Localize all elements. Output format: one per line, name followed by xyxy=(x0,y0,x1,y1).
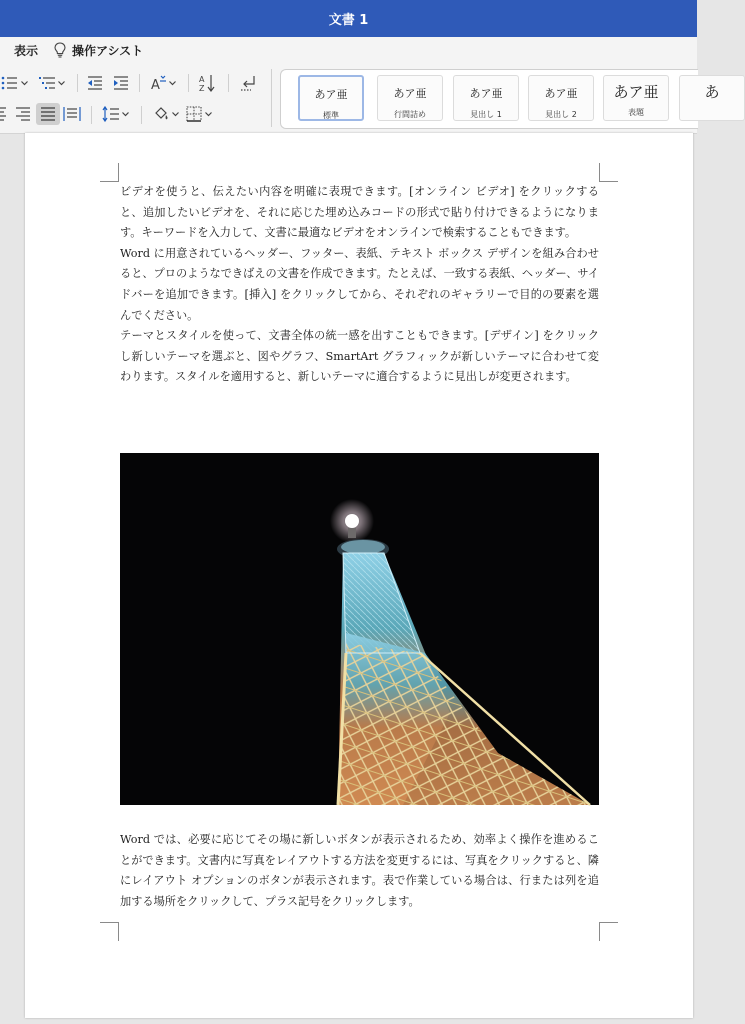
svg-text:Z: Z xyxy=(199,84,205,93)
lightbulb-icon xyxy=(54,42,66,58)
style-name: 行間詰め xyxy=(394,110,426,119)
window-title-bar xyxy=(0,0,697,37)
style-name: 表題 xyxy=(628,108,644,117)
menu-view[interactable]: 表示 xyxy=(14,43,39,58)
chevron-down-icon[interactable] xyxy=(171,104,180,124)
align-right-icon[interactable] xyxy=(13,104,33,124)
tower-night-photo[interactable] xyxy=(120,453,599,805)
multilevel-control[interactable] xyxy=(37,73,66,93)
margin-corner-mark xyxy=(599,163,618,182)
paragraph[interactable]: Word では、必要に応じてその場に新しいボタンが表示されるため、効率よく操作を進めることができます。文書内に写真をレイアウトする方法を変更するには、写真をクリックすると、隣にレイアウト オプションのボタンが表示されます。表で作業している場合は、行または列を追加する場所をクリックして、プラス記号をクリックします。 xyxy=(120,833,599,908)
paragraph[interactable]: テーマとスタイルを使って、文書全体の統一感を出すこともできます。[デザイン] をクリックし新しいテーマを選ぶと、図やグラフ、SmartArt グラフィックが新しいテーマに合わせて変わります。スタイルを適用すると、新しいテーマに適合するように見出しが変更されます。 xyxy=(120,329,599,384)
indent-group xyxy=(85,73,131,93)
document-body-bottom[interactable] xyxy=(120,830,599,912)
style-preview: あア亜 xyxy=(469,87,503,100)
justify-icon[interactable] xyxy=(38,104,58,124)
paragraph[interactable]: Word に用意されているヘッダー、フッター、表紙、テキスト ボックス デザインを組み合わせると、プロのようなできばえの文書を作成できます。たとえば、一致する表紙、ヘッダー、サイドバーを追加できます。[挿入] をクリックしてから、それぞれのギャラリーで目的の要素を選んでください。 xyxy=(120,246,599,322)
asian-layout-control[interactable] xyxy=(148,73,177,93)
styles-gallery xyxy=(280,69,720,129)
style-name: 見出し 1 xyxy=(470,110,502,119)
document-page[interactable] xyxy=(25,133,693,1018)
line-spacing-icon[interactable] xyxy=(101,104,121,124)
toolbar-separator xyxy=(77,74,78,92)
multilevel-list-icon[interactable] xyxy=(37,73,57,93)
shading-icon[interactable] xyxy=(151,104,171,124)
svg-text:A: A xyxy=(151,78,160,93)
toolbar-separator xyxy=(188,74,189,92)
chevron-down-icon[interactable] xyxy=(57,73,66,93)
style-preview: あア亜 xyxy=(314,88,348,101)
margin-corner-mark xyxy=(100,922,119,941)
align-center-icon[interactable] xyxy=(0,104,10,124)
style-name: 標準 xyxy=(323,111,339,120)
menu-bar xyxy=(0,37,697,63)
shading-control[interactable] xyxy=(151,104,180,124)
style-preview: あア亜 xyxy=(613,83,659,101)
borders-icon[interactable] xyxy=(184,104,204,124)
style-preview: あア亜 xyxy=(544,87,578,100)
style-name: 見出し 2 xyxy=(545,110,577,119)
ribbon xyxy=(0,63,720,134)
line-spacing-control[interactable] xyxy=(101,104,130,124)
style-normal[interactable] xyxy=(298,75,364,121)
margin-corner-mark xyxy=(599,922,618,941)
tower-photo-graphic xyxy=(120,453,599,805)
document-body-top[interactable] xyxy=(120,182,599,388)
menu-tell-me[interactable]: 操作アシスト xyxy=(72,43,144,58)
style-preview: あ xyxy=(704,83,720,101)
margin-corner-mark xyxy=(100,163,119,182)
asian-layout-icon[interactable] xyxy=(148,73,168,93)
style-subtitle[interactable] xyxy=(679,75,745,121)
sort-az-icon[interactable] xyxy=(197,73,217,93)
style-no-spacing[interactable] xyxy=(377,75,443,121)
style-preview: あア亜 xyxy=(393,87,427,100)
toolbar-separator xyxy=(91,106,92,124)
toolbar-separator xyxy=(228,74,229,92)
style-heading-2[interactable] xyxy=(528,75,594,121)
style-heading-1[interactable] xyxy=(453,75,519,121)
toolbar-separator xyxy=(139,74,140,92)
increase-indent-icon[interactable] xyxy=(111,73,131,93)
document-title: 文書 1 xyxy=(328,13,369,28)
borders-control[interactable] xyxy=(184,104,213,124)
chevron-down-icon[interactable] xyxy=(168,73,177,93)
chevron-down-icon[interactable] xyxy=(121,104,130,124)
decrease-indent-icon[interactable] xyxy=(85,73,105,93)
justify-button[interactable] xyxy=(36,103,60,125)
paragraph-mark-icon[interactable] xyxy=(238,73,258,93)
paragraph[interactable]: ビデオを使うと、伝えたい内容を明確に表現できます。[オンライン ビデオ] をクリックすると、追加したいビデオを、それに応じた埋め込みコードの形式で貼り付けできるようになります。キーワードを入力して、文書に最適なビデオをオンラインで検索することもできます。 xyxy=(120,185,599,240)
distributed-icon[interactable] xyxy=(62,104,82,124)
bullets-control[interactable] xyxy=(0,73,29,93)
style-title[interactable] xyxy=(603,75,669,121)
svg-text:A: A xyxy=(199,75,205,84)
toolbar-separator xyxy=(141,106,142,124)
ribbon-separator xyxy=(271,69,272,127)
chevron-down-icon[interactable] xyxy=(204,104,213,124)
chevron-down-icon[interactable] xyxy=(20,73,29,93)
bulleted-list-icon[interactable] xyxy=(0,73,20,93)
